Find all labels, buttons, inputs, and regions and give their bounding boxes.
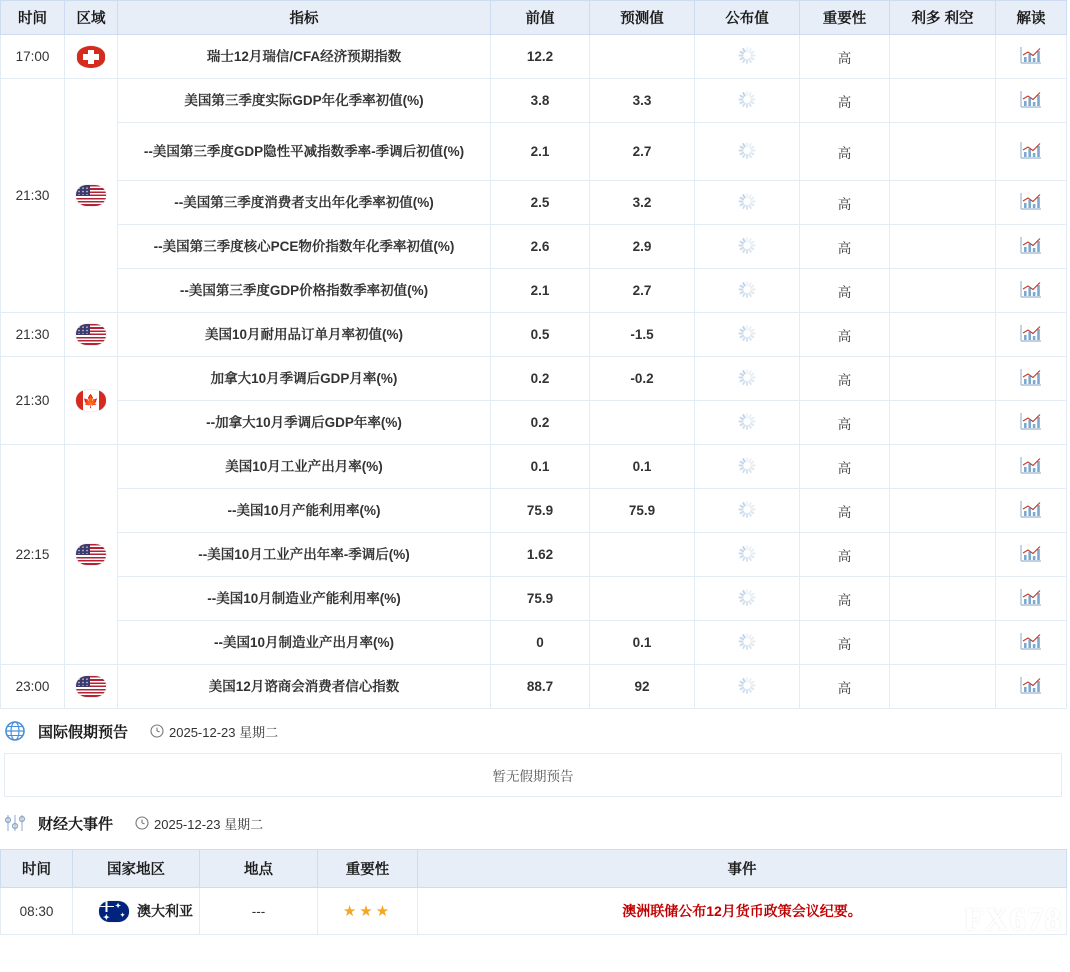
- cell-previous: 2.6: [491, 225, 590, 269]
- holiday-section-date-wrap: [150, 722, 278, 741]
- cell-interpret[interactable]: [996, 35, 1067, 79]
- cell-interpret[interactable]: [996, 357, 1067, 401]
- cell-indicator[interactable]: 美国10月耐用品订单月率初值(%): [118, 313, 491, 357]
- clock-icon: [150, 724, 164, 738]
- cell-interpret[interactable]: [996, 269, 1067, 313]
- col-header-zone: 区域: [65, 1, 118, 35]
- chart-icon[interactable]: [1020, 324, 1042, 342]
- cell-forecast: [590, 35, 695, 79]
- calendar-row: [1, 489, 1067, 533]
- cell-published: [695, 225, 800, 269]
- events-section-header: [0, 797, 1070, 849]
- cell-published: [695, 181, 800, 225]
- flag-switzerland-icon: [77, 46, 105, 68]
- chart-icon[interactable]: [1020, 141, 1042, 159]
- loading-spinner-icon: [739, 237, 756, 254]
- cell-region: [65, 79, 118, 313]
- events-section-date-wrap: [135, 814, 263, 833]
- cell-forecast: 2.9: [590, 225, 695, 269]
- cell-interpret[interactable]: [996, 445, 1067, 489]
- cell-previous: 88.7: [491, 665, 590, 709]
- cell-interpret[interactable]: [996, 533, 1067, 577]
- col-header-time: 时间: [1, 1, 65, 35]
- cell-published: [695, 445, 800, 489]
- cell-importance: 高: [800, 401, 890, 445]
- cell-published: [695, 533, 800, 577]
- cell-time: 17:00: [1, 35, 65, 79]
- holiday-section-title: 国际假期预告: [38, 723, 129, 741]
- loading-spinner-icon: [739, 193, 756, 210]
- flag-usa-icon: [76, 185, 106, 206]
- cell-bull-bear: [890, 181, 996, 225]
- cell-published: [695, 621, 800, 665]
- events-col-place: 地点: [200, 850, 318, 888]
- flag-usa-icon: [76, 544, 106, 565]
- cell-time: 22:15: [1, 445, 65, 665]
- col-header-importance: 重要性: [800, 1, 890, 35]
- cell-interpret[interactable]: [996, 79, 1067, 123]
- importance-stars: ★★★: [342, 903, 393, 920]
- cell-forecast: [590, 401, 695, 445]
- loading-spinner-icon: [739, 457, 756, 474]
- events-section-date: 2025-12-23 星期二: [154, 816, 264, 832]
- cell-interpret[interactable]: [996, 313, 1067, 357]
- cell-importance: 高: [800, 181, 890, 225]
- event-row: [1, 888, 1067, 935]
- cell-importance: 高: [800, 357, 890, 401]
- cell-bull-bear: [890, 577, 996, 621]
- cell-published: [695, 35, 800, 79]
- calendar-row: [1, 79, 1067, 123]
- chart-icon[interactable]: [1020, 456, 1042, 474]
- cell-bull-bear: [890, 269, 996, 313]
- cell-forecast: [590, 577, 695, 621]
- loading-spinner-icon: [739, 47, 756, 64]
- cell-forecast: -0.2: [590, 357, 695, 401]
- cell-indicator[interactable]: --美国10月制造业产出月率(%): [118, 621, 491, 665]
- calendar-row: [1, 445, 1067, 489]
- cell-bull-bear: [890, 79, 996, 123]
- globe-icon: [4, 720, 26, 742]
- events-table: [0, 849, 1067, 935]
- events-col-country: 国家地区: [73, 850, 200, 888]
- cell-bull-bear: [890, 401, 996, 445]
- cell-indicator[interactable]: --加拿大10月季调后GDP年率(%): [118, 401, 491, 445]
- events-section-title: 财经大事件: [38, 815, 114, 833]
- loading-spinner-icon: [739, 413, 756, 430]
- cell-indicator[interactable]: 美国10月工业产出月率(%): [118, 445, 491, 489]
- cell-interpret[interactable]: [996, 577, 1067, 621]
- flag-canada-icon: 🍁: [76, 390, 106, 411]
- cell-previous: 2.1: [491, 123, 590, 181]
- cell-forecast: 0.1: [590, 621, 695, 665]
- cell-published: [695, 123, 800, 181]
- col-header-indicator: 指标: [118, 1, 491, 35]
- cell-bull-bear: [890, 357, 996, 401]
- cell-bull-bear: [890, 665, 996, 709]
- loading-spinner-icon: [739, 142, 756, 159]
- event-cell-place: ---: [200, 888, 318, 935]
- cell-forecast: 2.7: [590, 269, 695, 313]
- cell-bull-bear: [890, 445, 996, 489]
- calendar-row: [1, 269, 1067, 313]
- cell-importance: 高: [800, 445, 890, 489]
- cell-indicator[interactable]: --美国10月制造业产能利用率(%): [118, 577, 491, 621]
- loading-spinner-icon: [739, 281, 756, 298]
- cell-bull-bear: [890, 225, 996, 269]
- cell-interpret[interactable]: [996, 489, 1067, 533]
- col-header-forecast: 预测值: [590, 1, 695, 35]
- cell-published: [695, 489, 800, 533]
- cell-published: [695, 665, 800, 709]
- flag-usa-icon: [76, 324, 106, 345]
- chart-icon[interactable]: [1020, 46, 1042, 64]
- cell-indicator[interactable]: 瑞士12月瑞信/CFA经济预期指数: [118, 35, 491, 79]
- cell-previous: 2.5: [491, 181, 590, 225]
- chart-icon[interactable]: [1020, 192, 1042, 210]
- holiday-section-date: 2025-12-23 星期二: [169, 724, 279, 740]
- chart-icon[interactable]: [1020, 632, 1042, 650]
- cell-interpret[interactable]: [996, 621, 1067, 665]
- calendar-row: [1, 401, 1067, 445]
- cell-forecast: [590, 533, 695, 577]
- holiday-empty-text: 暂无假期预告: [492, 769, 574, 784]
- cell-forecast: 75.9: [590, 489, 695, 533]
- flag-australia-icon: ✦ ✦ ✦: [99, 901, 129, 922]
- col-header-previous: 前值: [491, 1, 590, 35]
- chart-icon[interactable]: [1020, 544, 1042, 562]
- cell-published: [695, 577, 800, 621]
- cell-previous: 1.62: [491, 533, 590, 577]
- col-header-interpret: 解读: [996, 1, 1067, 35]
- loading-spinner-icon: [739, 545, 756, 562]
- cell-previous: 0.2: [491, 401, 590, 445]
- cell-importance: 高: [800, 313, 890, 357]
- calendar-row: [1, 621, 1067, 665]
- cell-bull-bear: [890, 533, 996, 577]
- calendar-row: [1, 313, 1067, 357]
- cell-importance: 高: [800, 533, 890, 577]
- cell-importance: 高: [800, 269, 890, 313]
- cell-indicator[interactable]: --美国第三季度核心PCE物价指数年化季率初值(%): [118, 225, 491, 269]
- events-col-event: 事件: [418, 850, 1067, 888]
- cell-forecast: -1.5: [590, 313, 695, 357]
- calendar-row: [1, 577, 1067, 621]
- cell-bull-bear: [890, 313, 996, 357]
- calendar-row: [1, 357, 1067, 401]
- event-cell-importance: [318, 888, 418, 935]
- cell-forecast: 2.7: [590, 123, 695, 181]
- chart-icon[interactable]: [1020, 676, 1042, 694]
- calendar-row: [1, 665, 1067, 709]
- cell-previous: 3.8: [491, 79, 590, 123]
- cell-interpret[interactable]: [996, 123, 1067, 181]
- cell-importance: 高: [800, 123, 890, 181]
- event-cell-description[interactable]: 澳洲联储公布12月货币政策会议纪要。: [418, 888, 1067, 935]
- cell-previous: 0.2: [491, 357, 590, 401]
- loading-spinner-icon: [739, 91, 756, 108]
- cell-region: [65, 313, 118, 357]
- calendar-row: [1, 35, 1067, 79]
- cell-region: [65, 35, 118, 79]
- cell-interpret[interactable]: [996, 401, 1067, 445]
- clock-icon: [135, 816, 149, 830]
- cell-importance: 高: [800, 621, 890, 665]
- chart-icon[interactable]: [1020, 368, 1042, 386]
- cell-bull-bear: [890, 123, 996, 181]
- cell-indicator[interactable]: --美国第三季度消费者支出年化季率初值(%): [118, 181, 491, 225]
- cell-indicator[interactable]: --美国10月产能利用率(%): [118, 489, 491, 533]
- event-bars-icon: [4, 812, 26, 834]
- event-cell-time: 08:30: [1, 888, 73, 935]
- cell-previous: 0: [491, 621, 590, 665]
- chart-icon[interactable]: [1020, 412, 1042, 430]
- cell-time: 21:30: [1, 357, 65, 445]
- cell-indicator[interactable]: 美国第三季度实际GDP年化季率初值(%): [118, 79, 491, 123]
- cell-previous: 75.9: [491, 489, 590, 533]
- cell-bull-bear: [890, 35, 996, 79]
- loading-spinner-icon: [739, 501, 756, 518]
- cell-interpret[interactable]: [996, 225, 1067, 269]
- cell-previous: 0.5: [491, 313, 590, 357]
- cell-time: 21:30: [1, 313, 65, 357]
- events-col-importance: 重要性: [318, 850, 418, 888]
- cell-previous: 75.9: [491, 577, 590, 621]
- cell-importance: 高: [800, 577, 890, 621]
- cell-forecast: 3.2: [590, 181, 695, 225]
- cell-importance: 高: [800, 79, 890, 123]
- cell-published: [695, 357, 800, 401]
- cell-region: [65, 445, 118, 665]
- cell-bull-bear: [890, 621, 996, 665]
- cell-published: [695, 313, 800, 357]
- calendar-row: [1, 225, 1067, 269]
- cell-importance: 高: [800, 35, 890, 79]
- cell-importance: 高: [800, 225, 890, 269]
- cell-region: [65, 665, 118, 709]
- loading-spinner-icon: [739, 325, 756, 342]
- cell-interpret[interactable]: [996, 665, 1067, 709]
- chart-icon[interactable]: [1020, 588, 1042, 606]
- chart-icon[interactable]: [1020, 236, 1042, 254]
- cell-indicator[interactable]: 美国12月谘商会消费者信心指数: [118, 665, 491, 709]
- chart-icon[interactable]: [1020, 500, 1042, 518]
- events-header-row: [1, 850, 1067, 888]
- chart-icon[interactable]: [1020, 90, 1042, 108]
- cell-published: [695, 401, 800, 445]
- flag-usa-icon: [76, 676, 106, 697]
- holiday-section-header: [0, 709, 1070, 753]
- watermark: FX678: [963, 902, 1062, 938]
- cell-previous: 12.2: [491, 35, 590, 79]
- loading-spinner-icon: [739, 677, 756, 694]
- event-cell-country: [73, 888, 200, 935]
- cell-importance: 高: [800, 489, 890, 533]
- chart-icon[interactable]: [1020, 280, 1042, 298]
- cell-indicator[interactable]: --美国第三季度GDP价格指数季率初值(%): [118, 269, 491, 313]
- calendar-header-row: [1, 1, 1067, 35]
- col-header-published: 公布值: [695, 1, 800, 35]
- cell-interpret[interactable]: [996, 181, 1067, 225]
- calendar-row: [1, 123, 1067, 181]
- cell-forecast: 92: [590, 665, 695, 709]
- cell-previous: 0.1: [491, 445, 590, 489]
- event-country-label: 澳大利亚: [137, 903, 193, 919]
- col-header-bull-bear: 利多 利空: [890, 1, 996, 35]
- cell-published: [695, 79, 800, 123]
- cell-time: 21:30: [1, 79, 65, 313]
- calendar-row: [1, 533, 1067, 577]
- cell-indicator[interactable]: 加拿大10月季调后GDP月率(%): [118, 357, 491, 401]
- loading-spinner-icon: [739, 633, 756, 650]
- cell-forecast: 0.1: [590, 445, 695, 489]
- cell-importance: 高: [800, 665, 890, 709]
- cell-indicator[interactable]: --美国第三季度GDP隐性平减指数季率-季调后初值(%): [118, 123, 491, 181]
- cell-forecast: 3.3: [590, 79, 695, 123]
- cell-bull-bear: [890, 489, 996, 533]
- cell-indicator[interactable]: --美国10月工业产出年率-季调后(%): [118, 533, 491, 577]
- cell-time: 23:00: [1, 665, 65, 709]
- holiday-empty-box: [4, 753, 1062, 797]
- loading-spinner-icon: [739, 369, 756, 386]
- calendar-row: [1, 181, 1067, 225]
- cell-region: [65, 357, 118, 445]
- events-col-time: 时间: [1, 850, 73, 888]
- loading-spinner-icon: [739, 589, 756, 606]
- cell-published: [695, 269, 800, 313]
- cell-previous: 2.1: [491, 269, 590, 313]
